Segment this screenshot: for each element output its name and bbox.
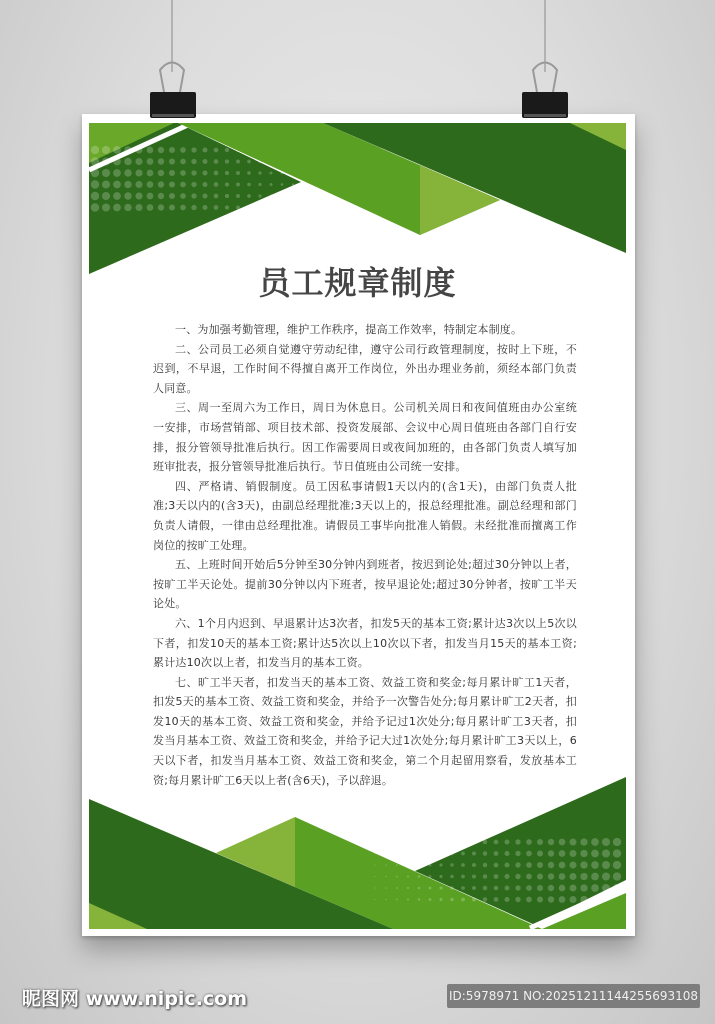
halftone-dot (439, 898, 442, 901)
halftone-dot (135, 158, 142, 165)
halftone-dot (548, 850, 554, 856)
halftone-dot (580, 838, 587, 845)
halftone-dot (591, 873, 599, 881)
halftone-dot (247, 183, 251, 187)
halftone-dot (439, 852, 442, 855)
halftone-dot (439, 863, 442, 866)
halftone-dot (147, 147, 154, 154)
halftone-dot (591, 884, 599, 892)
halftone-dot (113, 204, 121, 212)
halftone-dot (461, 852, 465, 856)
halftone-dot (407, 864, 409, 866)
halftone-dot (450, 886, 453, 889)
paragraph: 四、严格请、销假制度。员工因私事请假1天以内的(含1天)，由部门负责人批准;3天以内的(含3天)，由副总经理批准;3天以上的，报总经理批准。副总经理和部门负责人请假，一律由总经理批准。请假员工事毕向批准人销假。未经批准而擅离工作岗位的按旷工处理。 (153, 479, 577, 552)
halftone-dot (124, 158, 131, 165)
halftone-dot (303, 184, 305, 186)
halftone-dot (504, 862, 509, 867)
halftone-dot (258, 194, 261, 197)
halftone-dot (374, 853, 375, 854)
halftone-dot (450, 852, 453, 855)
halftone-dot (407, 875, 409, 877)
halftone-dot (147, 193, 154, 200)
halftone-dot (135, 192, 142, 199)
halftone-dot (439, 886, 442, 889)
halftone-dot (374, 899, 375, 900)
halftone-dot (124, 181, 131, 188)
halftone-dot (191, 182, 196, 187)
halftone-dot (602, 838, 610, 846)
halftone-dot (569, 861, 576, 868)
halftone-dot (135, 169, 142, 176)
halftone-dot (613, 849, 621, 857)
binder-clip-left-icon (150, 63, 196, 119)
halftone-dot (147, 181, 154, 188)
halftone-dot (526, 885, 532, 891)
halftone-dot (91, 157, 99, 165)
paragraph: 三、周一至周六为工作日，周日为休息日。公司机关周日和夜间值班由办公室统一安排，市场营销部、项目技术部、投资发展部、会议中心周日值班由各部门自行安排，报分管领导批准后执行。因工作需要周日或夜间加班的，由各部门负责人填写加班审批表，报分管领导批准后执行。节日值班由公司统一安排。 (153, 401, 577, 474)
halftone-dot (461, 886, 465, 890)
page-title: 员工规章制度 (258, 264, 457, 302)
halftone-dot (225, 148, 229, 152)
halftone-dot (225, 171, 229, 175)
binder-clip-right-icon (522, 63, 568, 119)
halftone-dot (247, 194, 251, 198)
halftone-dot (214, 159, 219, 164)
halftone-dot (281, 172, 284, 175)
halftone-dot (483, 886, 487, 890)
halftone-dot (292, 195, 294, 197)
halftone-dot (450, 840, 453, 843)
paragraph: 二、公司员工必须自觉遵守劳动纪律，遵守公司行政管理制度，按时上下班，不迟到，不早退，工作时间不得擅自离开工作岗位，外出办理业务前，须经本部门负责人同意。 (153, 342, 577, 395)
halftone-dot (102, 192, 110, 200)
halftone-dot (292, 183, 294, 185)
halftone-dot (225, 205, 229, 209)
halftone-dot (236, 182, 240, 186)
halftone-dot (537, 862, 543, 868)
halftone-dot (548, 862, 554, 868)
halftone-dot (429, 841, 432, 844)
halftone-dot (526, 839, 532, 845)
halftone-dot (461, 840, 465, 844)
halftone-dot (483, 851, 487, 855)
halftone-dot (385, 899, 387, 901)
halftone-dot (169, 158, 175, 164)
halftone-dot (472, 874, 476, 878)
halftone-dot (602, 850, 610, 858)
halftone-dot (537, 873, 543, 879)
halftone-dot (91, 169, 99, 177)
halftone-dot (385, 853, 387, 855)
halftone-dot (429, 898, 432, 901)
halftone-dot (483, 874, 487, 878)
halftone-dot (191, 193, 196, 198)
halftone-dot (191, 159, 196, 164)
halftone-dot (548, 885, 554, 891)
halftone-dot (494, 874, 499, 879)
halftone-dot (526, 874, 532, 880)
halftone-dot (515, 839, 520, 844)
halftone-dot (113, 181, 121, 189)
halftone-dot (258, 171, 261, 174)
halftone-dot (314, 195, 316, 197)
halftone-dot (483, 897, 487, 901)
halftone-dot (180, 170, 186, 176)
halftone-dot (580, 850, 587, 857)
halftone-dot (385, 841, 387, 843)
halftone-dot (450, 863, 453, 866)
halftone-dot (135, 204, 142, 211)
halftone-dot (537, 850, 543, 856)
halftone-dot (396, 864, 398, 866)
halftone-dot (494, 840, 499, 845)
halftone-dot (102, 146, 110, 154)
halftone-dot (180, 147, 186, 153)
halftone-dot (147, 204, 154, 211)
halftone-dot (191, 147, 196, 152)
halftone-dot (569, 838, 576, 845)
halftone-dot (483, 863, 487, 867)
halftone-dot (169, 147, 175, 153)
halftone-dot (439, 875, 442, 878)
halftone-dot (559, 896, 566, 903)
halftone-dot (515, 874, 520, 879)
halftone-dot (385, 887, 387, 889)
halftone-dot (113, 146, 121, 154)
halftone-dot (158, 181, 164, 187)
halftone-dot (559, 873, 566, 880)
halftone-dot (270, 206, 273, 209)
halftone-dot (147, 158, 154, 165)
halftone-dot (236, 171, 240, 175)
halftone-dot (214, 148, 219, 153)
halftone-dot (314, 207, 316, 209)
halftone-dot (537, 839, 543, 845)
halftone-dot (169, 193, 175, 199)
halftone-dot (461, 898, 465, 902)
halftone-dot (569, 896, 576, 903)
halftone-dot (548, 896, 554, 902)
halftone-dot (247, 160, 251, 164)
halftone-dot (91, 146, 99, 154)
halftone-dot (214, 171, 219, 176)
halftone-dot (418, 875, 421, 878)
halftone-dot (374, 841, 375, 842)
halftone-dot (418, 864, 421, 867)
halftone-dot (385, 864, 387, 866)
halftone-dot (396, 841, 398, 843)
halftone-dot (91, 203, 99, 211)
halftone-dot (450, 875, 453, 878)
halftone-dot (613, 872, 621, 880)
halftone-dot (158, 204, 164, 210)
halftone-dot (135, 146, 142, 153)
halftone-dot (214, 182, 219, 187)
halftone-dot (418, 841, 421, 844)
halftone-dot (113, 192, 121, 200)
halftone-dot (548, 839, 554, 845)
halftone-dot (91, 180, 99, 188)
halftone-dot (494, 886, 499, 891)
halftone-dot (580, 873, 587, 880)
paragraph: 五、上班时间开始后5分钟至30分钟内到班者，按迟到论处;超过30分钟以上者，按旷工半天论处。提前30分钟以内下班者，按早退论处;超过30分钟者，按旷工半天论处。 (153, 558, 577, 611)
halftone-dot (613, 838, 621, 846)
halftone-dot (504, 897, 509, 902)
halftone-dot (202, 193, 207, 198)
halftone-dot (526, 851, 532, 857)
halftone-dot (494, 863, 499, 868)
halftone-dot (270, 172, 273, 175)
halftone-dot (396, 876, 398, 878)
halftone-dot (303, 195, 305, 197)
regulation-text (153, 320, 577, 790)
halftone-dot (396, 899, 398, 901)
halftone-dot (407, 852, 409, 854)
halftone-dot (158, 193, 164, 199)
halftone-dot (258, 206, 261, 209)
halftone-dot (515, 885, 520, 890)
halftone-dot (169, 204, 175, 210)
halftone-dot (180, 182, 186, 188)
halftone-dot (247, 206, 251, 210)
halftone-dot (169, 170, 175, 176)
halftone-dot (191, 205, 196, 210)
halftone-dot (135, 181, 142, 188)
halftone-dot (537, 885, 543, 891)
halftone-dot (418, 898, 421, 901)
halftone-dot (202, 170, 207, 175)
halftone-dot (236, 159, 240, 163)
halftone-dot (292, 206, 294, 208)
halftone-dot (494, 897, 499, 902)
halftone-dot (515, 862, 520, 867)
halftone-dot (396, 887, 398, 889)
halftone-dot (591, 838, 599, 846)
halftone-dot (225, 194, 229, 198)
halftone-dot (102, 169, 110, 177)
halftone-dot (548, 873, 554, 879)
halftone-dot (202, 182, 207, 187)
halftone-dot (281, 195, 284, 198)
halftone-dot (559, 839, 566, 846)
watermark-site: 昵图网 www.nipic.com (22, 988, 248, 1010)
halftone-dot (613, 861, 621, 869)
halftone-dot (602, 873, 610, 881)
halftone-dot (124, 204, 131, 211)
halftone-dot (418, 887, 421, 890)
halftone-dot (303, 207, 305, 209)
halftone-dot (169, 181, 175, 187)
halftone-dot (515, 897, 520, 902)
halftone-dot (504, 839, 509, 844)
halftone-dot (504, 874, 509, 879)
halftone-dot (439, 840, 442, 843)
halftone-dot (483, 840, 487, 844)
halftone-dot (247, 171, 251, 175)
halftone-dot (225, 182, 229, 186)
halftone-dot (559, 850, 566, 857)
halftone-dot (504, 885, 509, 890)
halftone-dot (113, 169, 121, 177)
halftone-dot (494, 851, 499, 856)
halftone-dot (180, 205, 186, 211)
halftone-dot (158, 147, 164, 153)
halftone-dot (526, 862, 532, 868)
halftone-dot (236, 205, 240, 209)
halftone-dot (559, 862, 566, 869)
halftone-dot (429, 864, 432, 867)
halftone-dot (113, 158, 121, 166)
halftone-dot (325, 195, 326, 196)
halftone-dot (472, 840, 476, 844)
halftone-dot (374, 864, 375, 865)
halftone-dot (102, 203, 110, 211)
halftone-dot (214, 194, 219, 199)
halftone-dot (407, 841, 409, 843)
halftone-dot (147, 170, 154, 177)
halftone-dot (225, 159, 229, 163)
halftone-dot (602, 861, 610, 869)
halftone-dot (396, 853, 398, 855)
halftone-dot (472, 851, 476, 855)
halftone-dot (569, 884, 576, 891)
halftone-dot (374, 876, 375, 877)
halftone-dot (158, 158, 164, 164)
halftone-dot (580, 861, 587, 868)
halftone-dot (374, 887, 375, 888)
halftone-dot (559, 885, 566, 892)
halftone-dot (202, 159, 207, 164)
halftone-dot (385, 876, 387, 878)
halftone-dot (236, 194, 240, 198)
halftone-dot (569, 873, 576, 880)
halftone-dot (124, 169, 131, 176)
halftone-dot (569, 850, 576, 857)
paragraph: 六、1个月内迟到、早退累计达3次者，扣发5天的基本工资;累计达3次以上5次以下者，扣发10天的基本工资;累计达5次以上10次以下者，扣发当月15天的基本工资;累计达10次以上者，扣发当月的基本工资。 (153, 616, 577, 670)
watermark-id: ID:5978971 NO:20251211144255693108 (447, 984, 700, 1008)
halftone-dot (429, 852, 432, 855)
halftone-dot (407, 898, 409, 900)
halftone-dot (214, 205, 219, 210)
halftone-dot (591, 850, 599, 858)
halftone-dot (591, 861, 599, 869)
paragraph: 七、旷工半天者，扣发当天的基本工资、效益工资和奖金;每月累计旷工1天者，扣发5天的基本工资、效益工资和奖金，并给予一次警告处分;每月累计旷工2天者，扣发10天的基本工资、效益工资和奖金，并给予记过1次处分;每月累计旷工3天者，扣发当月基本工资、效益工资和奖金，并给予记大过1次处分;每月累计旷工3天以上，6天以下者，扣发当月基本工资、效益工资和奖金，第二个月起留用察看，发放基本工资;每月累计旷工6天以上者(含6天)，予以辞退。 (153, 675, 577, 787)
halftone-dot (180, 193, 186, 199)
halftone-dot (258, 183, 261, 186)
halftone-dot (515, 851, 520, 856)
halftone-dot (472, 886, 476, 890)
halftone-dot (202, 147, 207, 152)
halftone-dot (191, 170, 196, 175)
halftone-dot (461, 863, 465, 867)
halftone-dot (158, 170, 164, 176)
halftone-dot (418, 852, 421, 855)
halftone-dot (472, 897, 476, 901)
halftone-dot (537, 896, 543, 902)
halftone-dot (450, 898, 453, 901)
halftone-dot (472, 863, 476, 867)
halftone-dot (407, 887, 409, 889)
halftone-dot (202, 205, 207, 210)
halftone-dot (180, 159, 186, 165)
halftone-dot (429, 875, 432, 878)
halftone-dot (504, 851, 509, 856)
halftone-dot (325, 207, 326, 208)
halftone-dot (429, 887, 432, 890)
paragraph: 一、为加强考勤管理，维护工作秩序，提高工作效率，特制定本制度。 (175, 323, 523, 336)
halftone-dot (124, 192, 131, 199)
halftone-dot (580, 884, 587, 891)
halftone-dot (102, 157, 110, 165)
halftone-dot (281, 183, 284, 186)
halftone-dot (461, 875, 465, 879)
halftone-dot (270, 195, 273, 198)
halftone-dot (91, 192, 99, 200)
halftone-dot (270, 183, 273, 186)
halftone-dot (281, 206, 284, 209)
halftone-dot (526, 897, 532, 903)
halftone-dot (124, 146, 131, 153)
halftone-dot (102, 180, 110, 188)
